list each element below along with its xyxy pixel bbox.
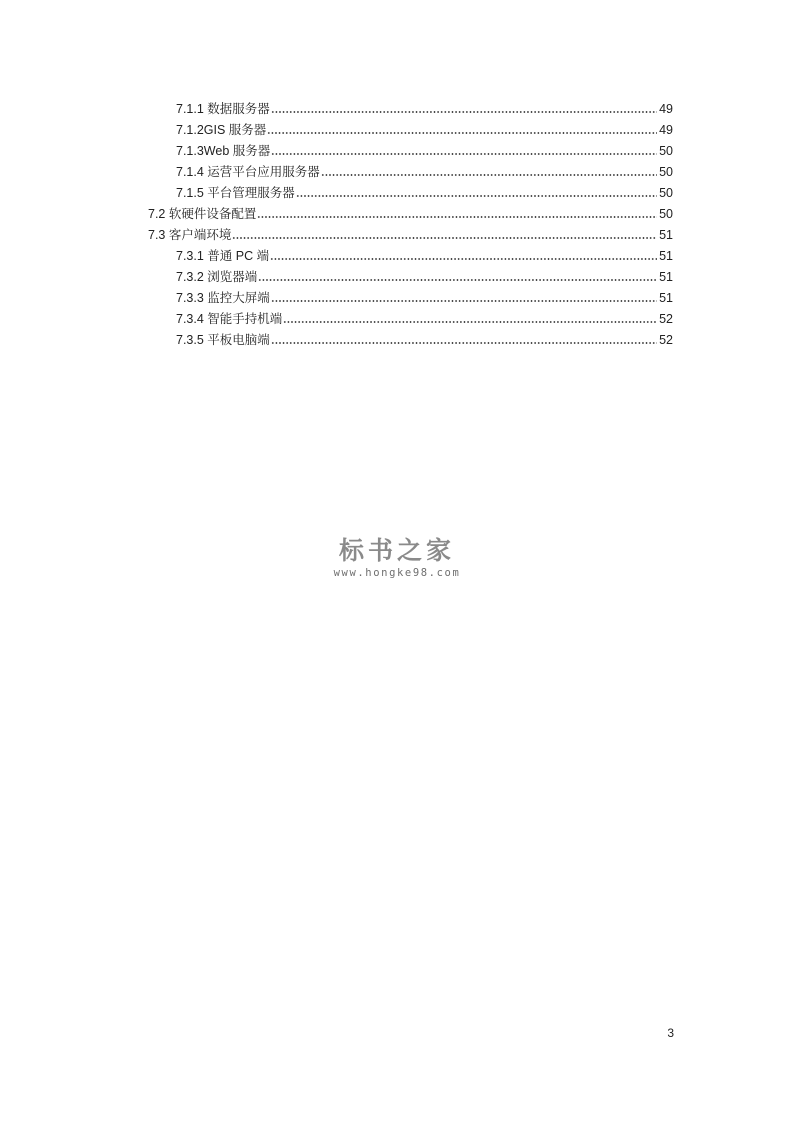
dot-leader <box>267 132 657 134</box>
toc-entry-label: 7.2 软硬件设备配置 <box>148 207 257 221</box>
toc-entry[interactable] <box>148 202 673 222</box>
watermark-title: 标书之家 <box>338 536 455 565</box>
dot-leader <box>296 195 657 197</box>
page-number: 3 <box>667 1026 674 1040</box>
toc-entry[interactable] <box>176 265 673 285</box>
toc-entry-label: 7.3.2 浏览器端 <box>176 270 258 284</box>
toc-entry[interactable] <box>176 307 673 327</box>
dot-leader <box>258 279 657 281</box>
toc-entry-page: 49 <box>659 123 673 137</box>
toc-entry-label: 7.1.2GIS 服务器 <box>176 123 267 137</box>
watermark-logo <box>323 536 471 580</box>
dot-leader <box>270 258 657 260</box>
toc-entry[interactable] <box>176 139 673 159</box>
toc-entry[interactable] <box>176 244 673 264</box>
toc-entry-page: 51 <box>659 270 673 284</box>
toc-entry-label: 7.3 客户端环境 <box>148 228 232 242</box>
toc-entry-label: 7.3.1 普通 PC 端 <box>176 249 270 263</box>
toc-entry-page: 51 <box>659 291 673 305</box>
dot-leader <box>271 300 657 302</box>
toc-entry-label: 7.3.5 平板电脑端 <box>176 333 270 347</box>
toc-entry-label: 7.3.3 监控大屏端 <box>176 291 270 305</box>
dot-leader <box>271 153 657 155</box>
toc-entry-page: 49 <box>659 102 673 116</box>
toc-entry[interactable] <box>176 181 673 201</box>
dot-leader <box>257 216 657 218</box>
toc-entry-page: 50 <box>659 144 673 158</box>
toc-entry-page: 52 <box>659 333 673 347</box>
dot-leader <box>271 111 657 113</box>
toc-entry-label: 7.1.5 平台管理服务器 <box>176 186 295 200</box>
toc-entry-label: 7.1.4 运营平台应用服务器 <box>176 165 320 179</box>
toc-entry[interactable] <box>176 286 673 306</box>
dot-leader <box>271 342 657 344</box>
toc-entry-page: 52 <box>659 312 673 326</box>
dot-leader <box>283 321 657 323</box>
toc-entry-label: 7.1.3Web 服务器 <box>176 144 271 158</box>
toc-entry[interactable] <box>176 160 673 180</box>
dot-leader <box>321 174 657 176</box>
toc-entry-page: 51 <box>659 249 673 263</box>
toc-entry-page: 51 <box>659 228 673 242</box>
toc-entry[interactable] <box>148 223 673 243</box>
toc-entry-label: 7.3.4 智能手持机端 <box>176 312 283 326</box>
toc-entry-page: 50 <box>659 165 673 179</box>
toc-entry[interactable] <box>176 328 673 348</box>
toc-entry[interactable] <box>176 97 673 117</box>
toc-entry-page: 50 <box>659 207 673 221</box>
toc-entry[interactable] <box>176 118 673 138</box>
watermark-url: www.hongke98.com <box>333 567 461 579</box>
toc-entry-page: 50 <box>659 186 673 200</box>
toc-entry-label: 7.1.1 数据服务器 <box>176 102 270 116</box>
dot-leader <box>232 237 657 239</box>
